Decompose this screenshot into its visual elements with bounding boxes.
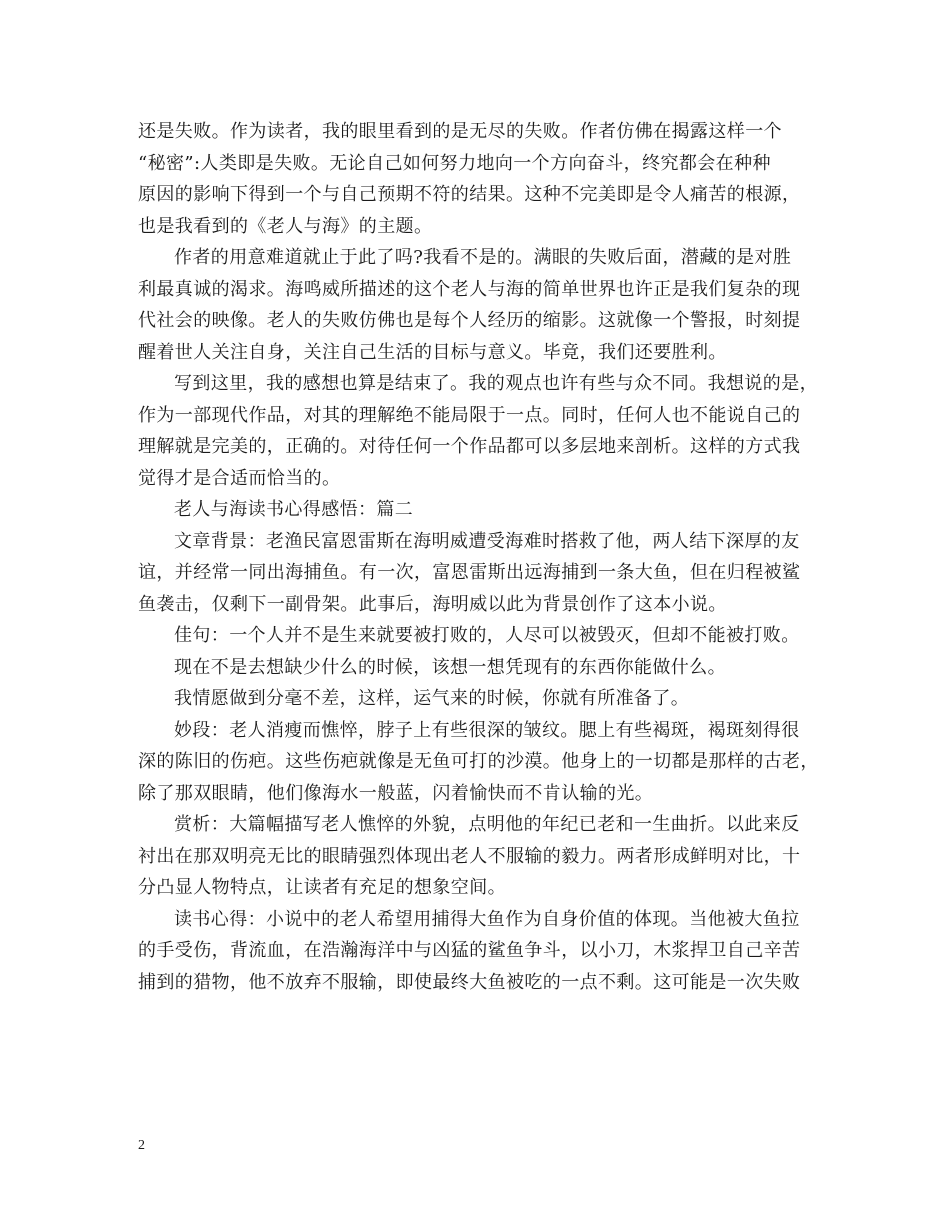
- text-line: 谊，并经常一同出海捕鱼。有一次，富恩雷斯出远海捕到一条大鱼，但在归程被鲨: [138, 562, 801, 583]
- text-line: “秘密”:人类即是失败。无论自己如何努力地向一个方向奋斗，终究都会在种种: [138, 152, 771, 174]
- text-line: 深的陈旧的伤疤。这些伤疤就像是无鱼可打的沙漠。他身上的一切都是那样的古老，: [138, 751, 819, 772]
- text-line: 赏析：大篇幅描写老人憔悴的外貌，点明他的年纪已老和一生曲折。以此来反: [174, 814, 800, 835]
- page-number: 2: [138, 1138, 145, 1153]
- text-line: 也是我看到的《老人与海》的主题。: [138, 215, 433, 237]
- text-line: 捕到的猎物，他不放弃不服输，即使最终大鱼被吃的一点不剩。这可能是一次失败: [138, 971, 801, 993]
- text-line: 文章背景：老渔民富恩雷斯在海明威遭受海难时搭救了他，两人结下深厚的友: [174, 530, 800, 552]
- text-line: 代社会的映像。老人的失败仿佛也是每个人经历的缩影。这就像一个警报，时刻提: [138, 310, 801, 331]
- text-line: 理解就是完美的，正确的。对待任何一个作品都可以多层地来剖析。这样的方式我: [138, 436, 801, 457]
- text-line: 分凸显人物特点，让读者有充足的想象空间。: [138, 877, 506, 898]
- text-line: 原因的影响下得到一个与自己预期不符的结果。这种不完美即是令人痛苦的根源，: [138, 184, 801, 205]
- text-line: 衬出在那双明亮无比的眼睛强烈体现出老人不服输的毅力。两者形成鲜明对比，十: [138, 845, 801, 867]
- text-line: 作者的用意难道就止于此了吗?我看不是的。满眼的失败后面，潜藏的是对胜: [174, 247, 792, 268]
- text-line: 读书心得：小说中的老人希望用捕得大鱼作为自身价值的体现。当他被大鱼拉: [174, 908, 800, 930]
- section-heading: 老人与海读书心得感悟：篇二: [174, 499, 414, 520]
- text-line: 除了那双眼睛，他们像海水一般蓝，闪着愉快而不肯认输的光。: [138, 782, 654, 804]
- document-body: [138, 116, 828, 998]
- text-line: 妙段：老人消瘦而憔悴，脖子上有些很深的皱纹。腮上有些褐斑，褐斑刻得很: [174, 719, 800, 741]
- text-line: 还是失败。作为读者，我的眼里看到的是无尽的失败。作者仿佛在揭露这样一个: [138, 121, 782, 142]
- text-line: 鱼袭击，仅剩下一副骨架。此事后，海明威以此为背景创作了这本小说。: [138, 593, 727, 615]
- text-line: 利最真诚的渴求。海鸣威所描述的这个老人与海的简单世界也许正是我们复杂的现: [138, 278, 801, 300]
- text-line: 醒着世人关注自身，关注自己生活的目标与意义。毕竟，我们还要胜利。: [138, 341, 727, 363]
- text-line: 的手受伤，背流血，在浩瀚海洋中与凶猛的鲨鱼争斗，以小刀，木浆捍卫自己辛苦: [138, 940, 801, 961]
- text-line: 写到这里，我的感想也算是结束了。我的观点也许有些与众不同。我想说的是，: [174, 373, 818, 394]
- text-line: 佳句：一个人并不是生来就要被打败的，人尽可以被毁灭，但却不能被打败。: [174, 625, 800, 646]
- text-line: 觉得才是合适而恰当的。: [138, 467, 341, 489]
- text-line: 作为一部现代作品，对其的理解绝不能局限于一点。同时，任何人也不能说自己的: [138, 404, 801, 426]
- text-line: 现在不是去想缺少什么的时候，该想一想凭现有的东西你能做什么。: [174, 656, 726, 678]
- text-line: 我情愿做到分毫不差，这样，运气来的时候，你就有所准备了。: [174, 688, 690, 709]
